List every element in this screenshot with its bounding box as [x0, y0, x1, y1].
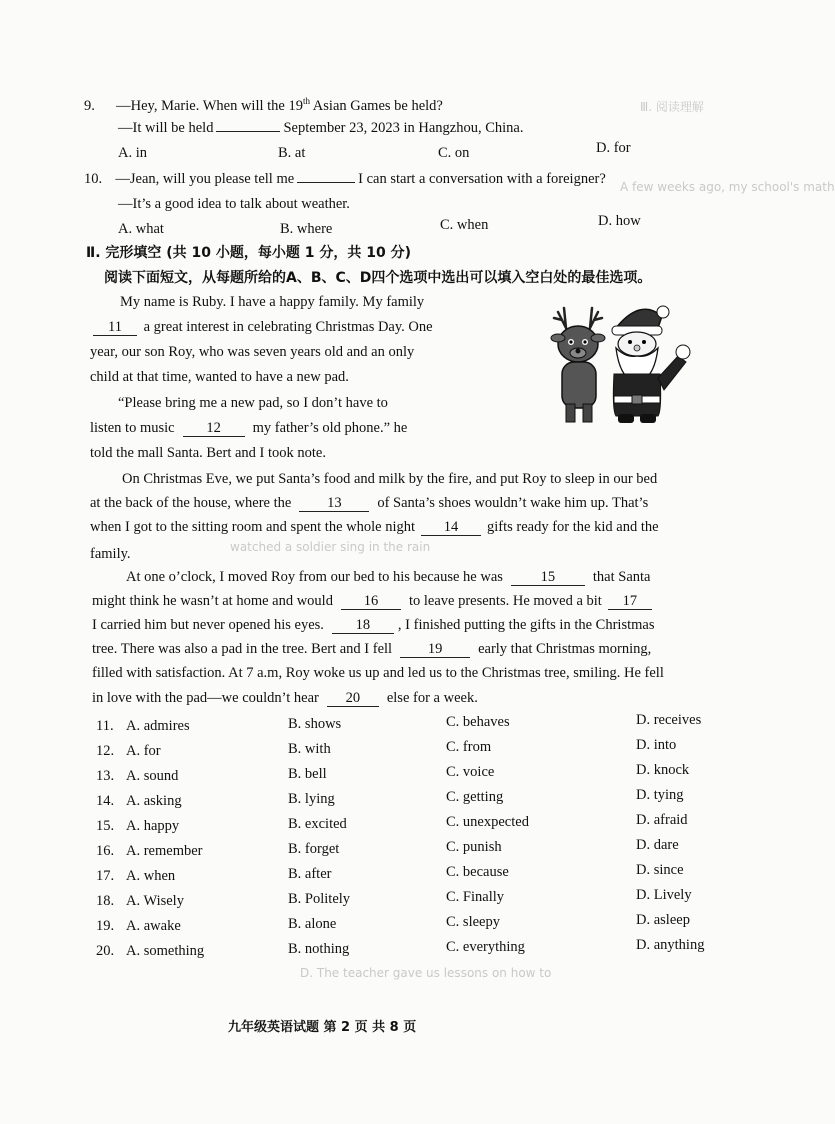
passage-line: might think he wasn’t at home and would 16 to leave presents. He moved a bit 17 — [92, 592, 654, 610]
choice-number: 19. — [96, 918, 115, 934]
q10-option-c[interactable]: C. when — [440, 217, 489, 233]
passage-line: child at that time, wanted to have a new pad. — [90, 369, 349, 385]
bleed-through-text: watched a soldier sing in the rain — [230, 540, 431, 554]
bleed-through-text: A few weeks ago, my school's math — [620, 180, 835, 194]
choice-number: 11. — [96, 718, 114, 734]
choice-option-c[interactable]: C. Finally — [446, 889, 505, 905]
question-number: 9. — [84, 97, 95, 114]
blank-15[interactable]: 15 — [511, 570, 585, 586]
choice-option-b[interactable]: B. nothing — [288, 941, 350, 957]
question-9-line-2: —It will be held September 23, 2023 in Hangzhou, China. — [118, 120, 524, 136]
blank-11[interactable]: 11 — [93, 320, 137, 336]
choice-option-a[interactable]: A. remember — [126, 843, 203, 859]
choice-option-b[interactable]: B. excited — [288, 816, 347, 832]
choice-option-a[interactable]: A. admires — [126, 718, 190, 734]
passage-line: at the back of the house, where the 13 of Santa’s shoes wouldn’t wake him up. That’s — [90, 495, 649, 511]
choice-option-a[interactable]: A. something — [126, 943, 205, 959]
q9-option-a[interactable]: A. in — [118, 145, 147, 161]
bleed-through-text: Ⅲ. 阅读理解 — [640, 100, 704, 114]
choice-option-c[interactable]: C. because — [446, 864, 509, 880]
answer-blank[interactable] — [297, 182, 355, 183]
passage-line: At one o’clock, I moved Roy from our bed to his because he was 15 that Santa — [126, 569, 651, 585]
question-10-line-1: 10. —Jean, will you please tell me I can start a conversation with a foreigner? — [84, 171, 606, 187]
question-9-line-1: 9. —Hey, Marie. When will the 19th Asian Games be held? — [84, 96, 443, 114]
passage-line: when I got to the sitting room and spent the whole night 14 gifts ready for the kid and the — [90, 519, 659, 535]
passage-line: in love with the pad—we couldn’t hear 20 else for a week. — [92, 690, 478, 706]
q9-option-c[interactable]: C. on — [438, 145, 470, 161]
choice-option-c[interactable]: C. from — [446, 739, 492, 755]
choice-option-d[interactable]: D. dare — [636, 837, 679, 853]
choice-option-d[interactable]: D. receives — [636, 712, 702, 728]
passage-line: listen to music 12 my father’s old phone.” he — [90, 420, 408, 436]
passage-line: I carried him but never opened his eyes. 18 , I finished putting the gifts in the Christmas — [92, 617, 655, 633]
section-instruction: 阅读下面短文，从每题所给的A、B、C、D四个选项中选出可以填入空白处的最佳选项。 — [104, 270, 652, 286]
choice-option-b[interactable]: B. shows — [288, 716, 342, 732]
choice-option-d[interactable]: D. since — [636, 862, 684, 878]
blank-18[interactable]: 18 — [332, 618, 394, 634]
blank-14[interactable]: 14 — [421, 520, 481, 536]
passage-line: family. — [90, 546, 131, 562]
passage-line: My name is Ruby. I have a happy family. My family — [120, 294, 425, 310]
choice-option-a[interactable]: A. asking — [126, 793, 182, 809]
blank-19[interactable]: 19 — [400, 642, 470, 658]
choice-option-b[interactable]: B. after — [288, 866, 332, 882]
choice-number: 12. — [96, 743, 115, 759]
reindeer-and-santa-icon — [550, 298, 692, 426]
answer-blank[interactable] — [216, 131, 280, 132]
choice-option-b[interactable]: B. lying — [288, 791, 335, 807]
passage-line: year, our son Roy, who was seven years old and an only — [90, 344, 415, 360]
choice-option-c[interactable]: C. getting — [446, 789, 504, 805]
passage-line: 11 a great interest in celebrating Christmas Day. One — [90, 318, 433, 336]
bleed-through-text: D. The teacher gave us lessons on how to — [300, 966, 552, 980]
q10-option-d[interactable]: D. how — [598, 213, 641, 229]
q10-option-a[interactable]: A. what — [118, 221, 164, 237]
blank-16[interactable]: 16 — [341, 594, 401, 610]
choice-option-b[interactable]: B. bell — [288, 766, 327, 782]
choice-number: 14. — [96, 793, 115, 809]
passage-line: “Please bring me a new pad, so I don’t have to — [118, 395, 388, 411]
choice-option-d[interactable]: D. tying — [636, 787, 684, 803]
choice-number: 13. — [96, 768, 115, 784]
choice-number: 17. — [96, 868, 115, 884]
choice-option-c[interactable]: C. unexpected — [446, 814, 529, 830]
choice-option-c[interactable]: C. sleepy — [446, 914, 500, 930]
passage-line: filled with satisfaction. At 7 a.m, Roy woke us up and led us to the Christmas tree, smiling. He fell — [92, 665, 664, 681]
choice-option-d[interactable]: D. asleep — [636, 912, 690, 928]
blank-13[interactable]: 13 — [299, 496, 369, 512]
choice-option-a[interactable]: A. sound — [126, 768, 179, 784]
section-title: Ⅱ. 完形填空 (共 10 小题，每小题 1 分，共 10 分) — [86, 245, 412, 261]
choice-option-a[interactable]: A. happy — [126, 818, 180, 834]
choice-option-c[interactable]: C. punish — [446, 839, 502, 855]
page-footer: 九年级英语试题 第 2 页 共 8 页 — [228, 1020, 417, 1035]
choice-option-c[interactable]: C. behaves — [446, 714, 510, 730]
choice-option-d[interactable]: D. into — [636, 737, 677, 753]
choice-number: 18. — [96, 893, 115, 909]
passage-line: told the mall Santa. Bert and I took note. — [90, 445, 326, 461]
question-number: 10. — [84, 171, 103, 187]
blank-20[interactable]: 20 — [327, 691, 379, 707]
choice-option-d[interactable]: D. Lively — [636, 887, 692, 903]
choice-option-a[interactable]: A. awake — [126, 918, 181, 934]
choice-option-c[interactable]: C. voice — [446, 764, 495, 780]
choice-option-c[interactable]: C. everything — [446, 939, 525, 955]
q10-option-b[interactable]: B. where — [280, 221, 333, 237]
choice-option-d[interactable]: D. afraid — [636, 812, 688, 828]
choice-option-d[interactable]: D. knock — [636, 762, 690, 778]
choice-option-b[interactable]: B. forget — [288, 841, 340, 857]
choice-number: 20. — [96, 943, 115, 959]
q9-option-d[interactable]: D. for — [596, 140, 631, 156]
question-10-line-2: —It’s a good idea to talk about weather. — [118, 196, 350, 212]
blank-17[interactable]: 17 — [608, 594, 652, 610]
choice-option-b[interactable]: B. alone — [288, 916, 337, 932]
choice-option-d[interactable]: D. anything — [636, 937, 705, 953]
choice-number: 16. — [96, 843, 115, 859]
blank-12[interactable]: 12 — [183, 421, 245, 437]
choice-option-b[interactable]: B. with — [288, 741, 331, 757]
choice-option-b[interactable]: B. Politely — [288, 891, 351, 907]
passage-line: On Christmas Eve, we put Santa’s food and milk by the fire, and put Roy to sleep in our bed — [122, 471, 658, 487]
q9-option-b[interactable]: B. at — [278, 145, 306, 161]
choice-option-a[interactable]: A. when — [126, 868, 176, 884]
passage-line: tree. There was also a pad in the tree. Bert and I fell 19 early that Christmas morning, — [92, 641, 652, 657]
choice-number: 15. — [96, 818, 115, 834]
choice-option-a[interactable]: A. Wisely — [126, 893, 184, 909]
choice-option-a[interactable]: A. for — [126, 743, 161, 759]
